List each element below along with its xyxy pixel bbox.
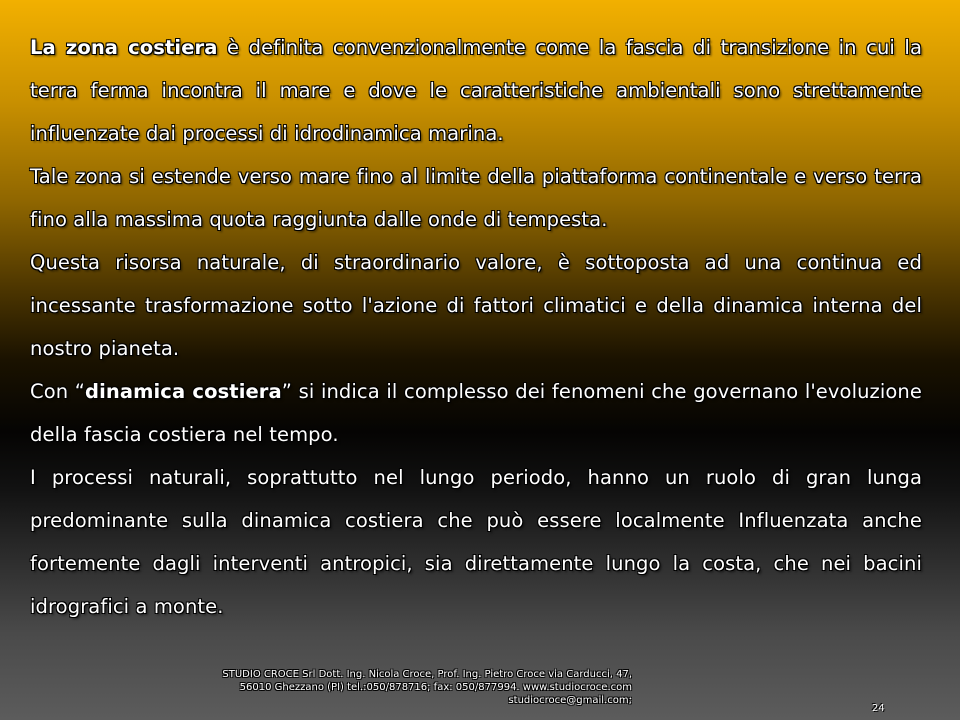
paragraph-1-text: è definita convenzionalmente come la fascia di transizione in cui la terra ferma incontra il mare e dove le caratteristiche ambientali sono strettamente influenzate dai processi di idrodinamica marina. [30, 36, 922, 145]
footer-contact [140, 668, 632, 707]
paragraph-4-prefix: Con “ [30, 380, 86, 403]
footer-line-2: 56010 Ghezzano (PI) tel.:050/878716; fax: 050/877994. www.studiocroce.com [239, 682, 632, 693]
paragraph-2: Tale zona si estende verso mare fino al limite della piattaforma continentale e verso terra fino alla massima quota raggiunta dalle onde di tempesta. [30, 165, 922, 231]
term-zona-costiera: La zona costiera [30, 36, 218, 59]
paragraph-3: Questa risorsa naturale, di straordinario valore, è sottoposta ad una continua ed incessante trasformazione sotto l'azione di fattori climatici e della dinamica interna del nostro pianeta. [30, 251, 922, 360]
paragraph-1 [30, 26, 922, 155]
paragraph-4 [30, 370, 922, 456]
footer-line-3: studiocroce@gmail.com; [508, 695, 632, 706]
slide-body [30, 26, 922, 628]
footer-line-1: STUDIO CROCE Srl Dott. Ing. Nicola Croce, Prof. Ing. Pietro Croce via Carducci, 47, [222, 669, 632, 680]
paragraph-4-text: ” si indica il complesso dei fenomeni che governano l'evoluzione della fascia costiera nel tempo. [30, 380, 922, 446]
term-dinamica-costiera: dinamica costiera [85, 380, 282, 403]
page-number: 24 [872, 703, 885, 714]
paragraph-5: I processi naturali, soprattutto nel lungo periodo, hanno un ruolo di gran lunga predominante sulla dinamica costiera che può essere localmente Influenzata anche fortemente dagli interventi antropici, sia direttamente lungo la costa, che nei bacini idrografici a monte. [30, 466, 922, 618]
